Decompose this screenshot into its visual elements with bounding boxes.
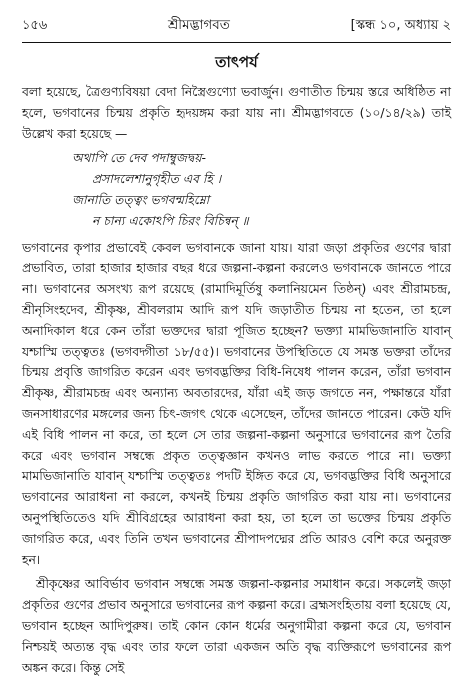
book-title: শ্রীমদ্ভাগবত — [168, 17, 230, 33]
paragraph-intro: বলা হয়েছে, ত্রৈগুণ্যবিষয়া বেদা নিস্ত্রৈগুণ্যো ভবার্জুন। গুণাতীত চিন্ময় স্তরে অধিষ্ঠিত না হলে, ভগবানের চিন্ময় প্রকৃতি হৃদয়ঙ্গম করা যায় না। শ্রীমদ্ভাগবতে (১০/১৪/২৯) তাই উল্লেখ করা হয়েছে — — [22, 85, 451, 141]
verse-line: ন চান্য একোঽপি চিরং বিচিন্বন্ ॥ — [92, 213, 249, 228]
paragraph-body: ভগবানের কৃপার প্রভাবেই কেবল ভগবানকে জানা যায়। যারা জড়া প্রকৃতির গুণের দ্বারা প্রভাবিত, তারা হাজার হাজার বছর ধরে জল্পনা-কল্পনা করলেও ভগবানকে জানতে পারে না। ভগবানের অসংখ্য রূপ রয়েছে (রামাদিমূর্তিষু কলানিয়মেন তিষ্ঠন্) এবং শ্রীরামচন্দ্র, শ্রীনৃসিংহদেব, শ্রীকৃষ্ণ, শ্রীবলরাম আদি রূপ যদি জড়াতীত চিন্ময় না হতেন, তা হলে অনাদিকাল ধরে কেন তাঁরা ভক্তদের দ্বারা পূজিত হচ্ছেন? ভক্ত্যা মামভিজানাতি যাবান্ যশ্চাস্মি তত্ত্বতঃ (ভগবদ্গীতা ১৮/৫৫)। ভগবানের উপস্থিতিতে যে সমস্ত ভক্তরা তাঁদের চিন্ময় প্রবৃত্তি জাগরিত করেন এবং ভগবদ্ভক্তির বিধি-নিষেধ পালন করেন, তাঁরা ভগবান শ্রীকৃষ্ণ, শ্রীরামচন্দ্র এবং অন্যান্য অবতারদের, যাঁরা এই জড় জগতে নন, পক্ষান্তরে যাঁরা জনসাধারণের মঙ্গলের জন্য চিৎ-জগৎ থেকে এসেছেন, তাঁদের জানতে পারেন। কেউ যদি এই বিধি পালন না করে, তা হলে সে তার জল্পনা-কল্পনা অনুসারে ভগবানের রূপ তৈরি করে এবং ভগবান সম্বন্ধে প্রকৃত তত্ত্বজ্ঞান কখনও লাভ করতে পারে না। ভক্ত্যা মামভিজানাতি যাবান্ যশ্চাস্মি তত্ত্বতঃ পদটি ইঙ্গিত করে যে, ভগবদ্ভক্তির বিধি অনুসারে ভগবানের আরাধনা না করলে, কখনই চিন্ময় প্রকৃতি জাগরিত করা যায় না। ভগবানের অনুপস্থিতিতেও যদি শ্রীবিগ্রহের আরাধনা করা হয়, তা হলে তা ভক্তের চিন্ময় প্রকৃতি জাগরিত করে, এবং তিনি তখন ভগবানের শ্রীপাদপদ্মের প্রতি আরও বেশি করে অনুরক্ত হন। — [22, 240, 451, 567]
page-header — [22, 14, 451, 37]
paragraph-body: শ্রীকৃষ্ণের আবির্ভাব ভগবান সম্বন্ধে সমস্ত জল্পনা-কল্পনার সমাধান করে। সকলেই জড়া প্রকৃতির গুণের প্রভাব অনুসারে ভগবানের রূপ কল্পনা করে। ব্রহ্মসংহিতায় বলা হয়েছে যে, ভগবান হচ্ছেন আদিপুরুষ। তাই কোন কোন ধর্মের অনুগামীরা কল্পনা করে যে, ভগবান নিশ্চয়ই অত্যন্ত বৃদ্ধ এবং তার ফলে তারা একজন অতি বৃদ্ধ ব্যক্তিরূপে ভগবানের রূপ অঙ্কন করে। কিন্তু সেই — [22, 577, 451, 675]
verse-line: অথাপি তে দেব পদাম্বুজদ্বয়- — [72, 151, 206, 166]
header-rule — [22, 42, 451, 43]
chapter-reference: [স্কন্ধ ১০, অধ্যায় ২ — [350, 18, 451, 33]
page-number: ১৫৬ — [22, 18, 48, 33]
verse-line: প্রসাদলেশানুগৃহীত এব হি । — [92, 172, 222, 187]
verse-line: জানাতি তত্ত্বং ভগবন্মহিম্নো — [72, 192, 210, 207]
section-title: তাৎপর্য — [215, 53, 258, 71]
verse-block — [22, 148, 451, 231]
